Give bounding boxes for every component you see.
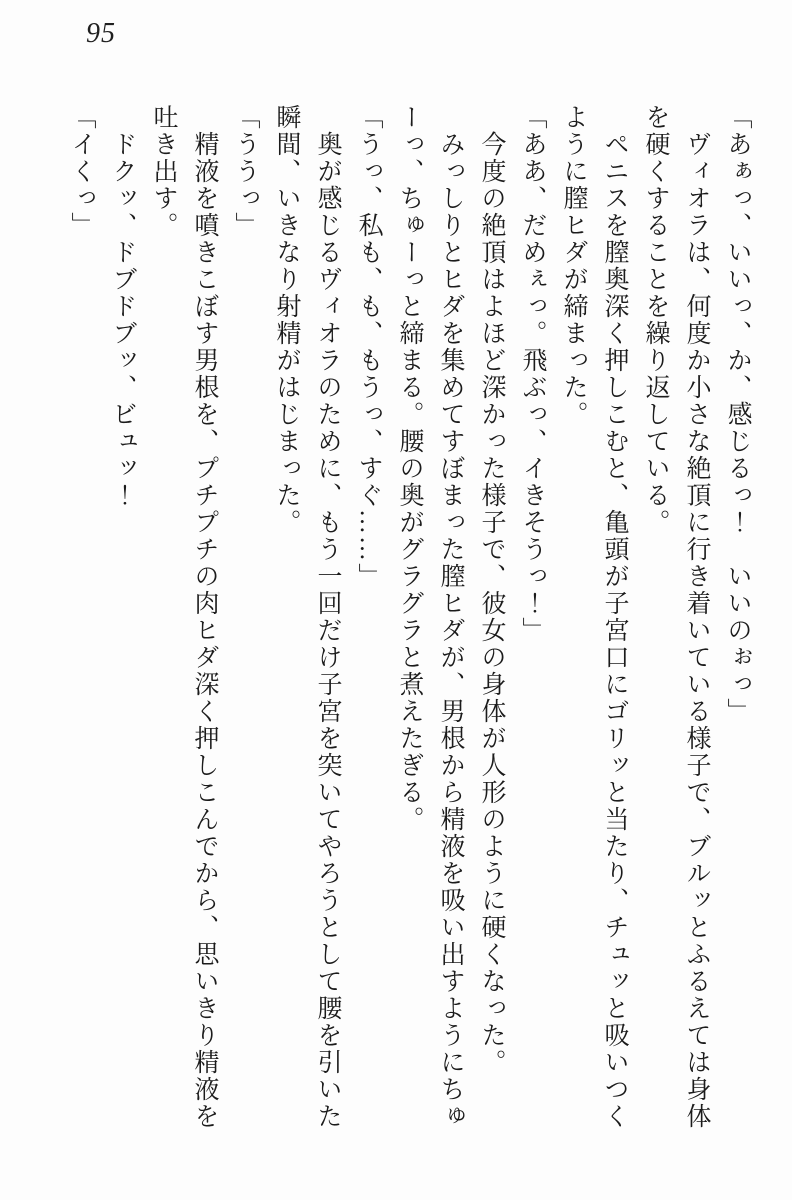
text-line: 「イくっ」 <box>68 104 95 239</box>
text-line: みっしりとヒダを集めてすぼまった膣ヒダが、男根から精液を吸い出すようにちゅ <box>437 131 464 1130</box>
text-line: ように膣ヒダが締まった。 <box>560 104 587 428</box>
text-line: 「ああ、だめぇっ。飛ぶっ、イきそうっ！」 <box>519 104 546 644</box>
paragraph-narrative <box>553 104 635 1144</box>
paragraph-narrative <box>143 104 225 1144</box>
text-line: 奥が感じるヴィオラのために、もう一回だけ子宮を突いてやろうとして腰を引いた <box>314 131 341 1130</box>
paragraph-dialogue <box>225 104 266 1144</box>
text-line: ーっ、ちゅーっと締まる。腰の奥がグラグラと煮えたぎる。 <box>396 104 423 833</box>
text-line: 今度の絶頂はよほど深かった様子で、彼女の身体が人形のように硬くなった。 <box>478 131 505 1076</box>
text-line: 「ううっ」 <box>232 104 259 239</box>
paragraph-dialogue <box>348 104 389 1144</box>
text-line: 「あぁっ、いいっ、か、感じるっ！ いいのぉっ」 <box>724 104 751 725</box>
paragraph-dialogue <box>61 104 102 1144</box>
page-number: 95 <box>86 18 116 49</box>
text-line: 「うっ、私も、も、もうっ、すぐ……」 <box>355 104 382 590</box>
paragraph-narrative <box>102 104 143 1144</box>
text-line: 瞬間、いきなり射精がはじまった。 <box>273 104 300 536</box>
paragraph-dialogue <box>512 104 553 1144</box>
text-line: ドクッ、ドブドブッ、ビュッ！ <box>109 131 136 509</box>
text-line: 精液を噴きこぼす男根を、プチプチの肉ヒダ深く押しこんでから、思いきり精液を <box>191 131 218 1130</box>
text-line: ペニスを膣奥深く押しこむと、亀頭が子宮口にゴリッと当たり、チュッと吸いつく <box>601 131 628 1130</box>
text-line: 吐き出す。 <box>150 104 177 239</box>
vertical-text-area <box>61 104 758 1144</box>
paragraph-narrative <box>389 104 471 1144</box>
paragraph-narrative <box>471 104 512 1144</box>
paragraph-narrative <box>266 104 348 1144</box>
text-line: ヴィオラは、何度か小さな絶頂に行き着いている様子で、ブルッとふるえては身体 <box>683 131 710 1130</box>
paragraph-dialogue <box>717 104 758 1144</box>
text-line: を硬くすることを繰り返している。 <box>642 104 669 536</box>
paragraph-narrative <box>635 104 717 1144</box>
